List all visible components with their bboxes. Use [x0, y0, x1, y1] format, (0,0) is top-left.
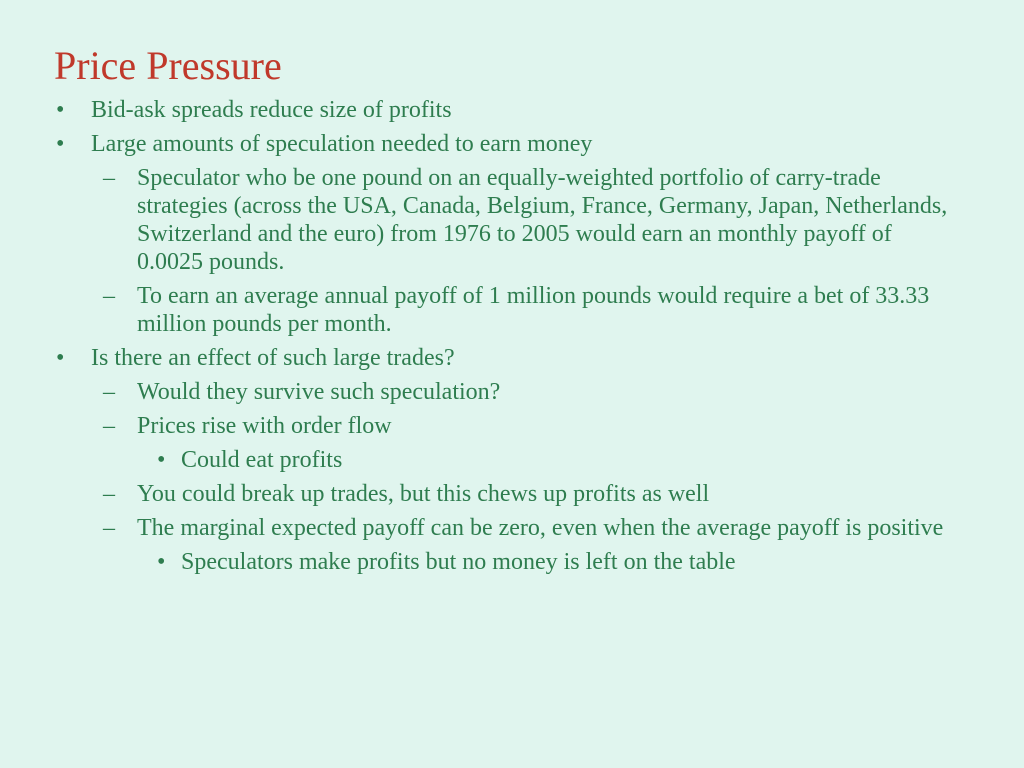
sub-bullet-item: [0, 514, 959, 542]
sub-sub-bullet-text: Could eat profits: [181, 447, 343, 473]
sub-bullet-item: [0, 164, 959, 276]
sub-sub-bullet-text: Speculators make profits but no money is left on the table: [181, 549, 736, 575]
bullet-text: Bid-ask spreads reduce size of profits: [91, 97, 452, 123]
dash-marker: –: [103, 165, 115, 191]
bullet-item: [0, 344, 951, 372]
dash-marker: –: [103, 283, 115, 309]
sub-bullet-item: [0, 378, 959, 406]
bullet-marker: •: [157, 549, 166, 575]
sub-bullet-item: [0, 282, 959, 338]
sub-sub-bullet-item: [0, 446, 961, 474]
dash-marker: –: [103, 481, 115, 507]
sub-bullet-item: [0, 480, 959, 508]
sub-bullet-item: [0, 412, 959, 440]
sub-sub-bullet-item: [0, 548, 961, 576]
bullet-text: Large amounts of speculation needed to earn money: [91, 131, 593, 157]
bullet-item: [0, 96, 951, 124]
dash-marker: –: [103, 515, 115, 541]
dash-marker: –: [103, 379, 115, 405]
sub-bullet-text: The marginal expected payoff can be zero, even when the average payoff is positive: [137, 515, 944, 541]
bullet-item: [0, 130, 951, 158]
sub-bullet-text: Would they survive such speculation?: [137, 379, 501, 405]
bullet-marker: •: [56, 97, 65, 123]
dash-marker: –: [103, 413, 115, 439]
bullet-marker: •: [157, 447, 166, 473]
slide-content: [0, 96, 1024, 582]
bullet-marker: •: [56, 131, 65, 157]
slide-title: Price Pressure: [54, 43, 282, 88]
sub-bullet-text: To earn an average annual payoff of 1 million pounds would require a bet of 33.33 million pounds per month.: [137, 283, 930, 337]
sub-bullet-text: You could break up trades, but this chews up profits as well: [137, 481, 710, 507]
bullet-marker: •: [56, 345, 65, 371]
sub-bullet-text: Prices rise with order flow: [137, 413, 392, 439]
sub-bullet-text: Speculator who be one pound on an equally-weighted portfolio of carry-trade strategies (across the USA, Canada, Belgium, France, Germany, Japan, Netherlands, Switzerland and the euro) from 1976 to 2005 would earn an monthly payoff of 0.0025 pounds.: [137, 165, 948, 275]
bullet-text: Is there an effect of such large trades?: [91, 345, 455, 371]
